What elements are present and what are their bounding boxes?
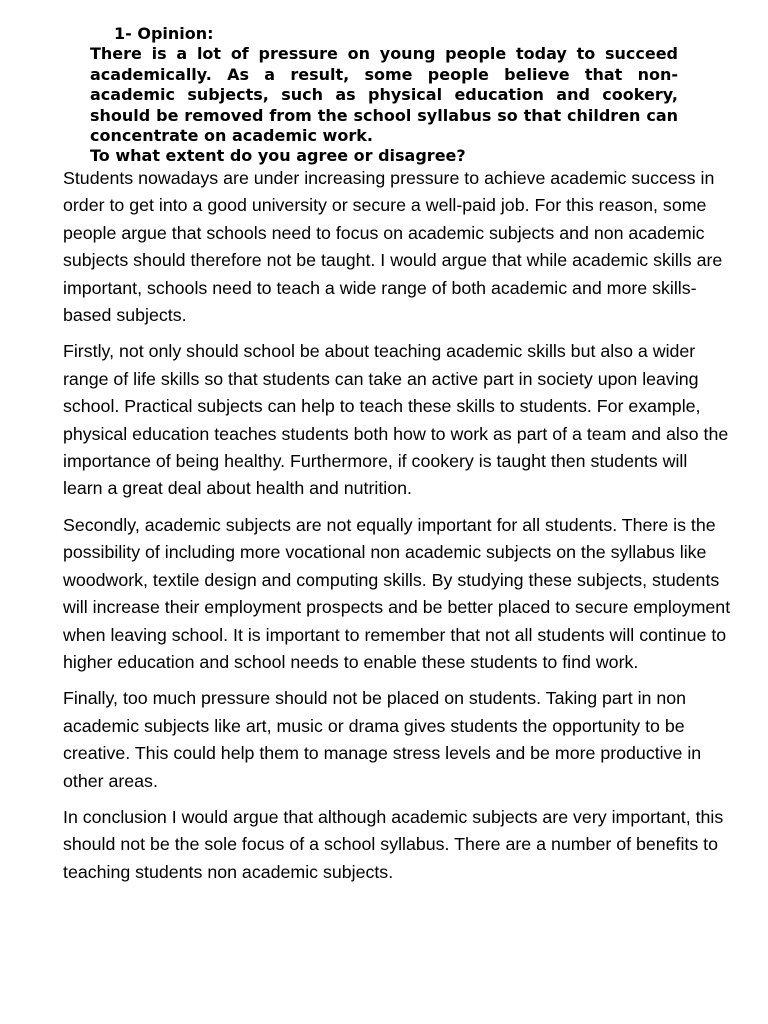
essay-body xyxy=(63,165,731,895)
essay-conclusion: In conclusion I would argue that although academic subjects are very important, this should not be the sole focus of a school syllabus. There are a number of benefits to teaching students non academic subjects. xyxy=(63,806,724,882)
prompt-question: To what extent do you agree or disagree? xyxy=(90,146,466,166)
essay-paragraph-firstly: Firstly, not only should school be about teaching academic skills but also a wider range of life skills so that students can take an active part in society upon leaving school. Practical subjects can help to teach these skills to students. For example, physical education teaches students both how to work as part of a team and also the importance of being healthy. Furthermore, if cookery is taught then students will learn a great deal about health and nutrition. xyxy=(63,341,729,499)
essay-paragraph-finally: Finally, too much pressure should not be placed on students. Taking part in non academic subjects like art, music or drama gives students the opportunity to be creative. This could help them to manage stress levels and be more productive in other areas. xyxy=(63,688,702,791)
essay-introduction: Students nowadays are under increasing pressure to achieve academic success in order to get into a good university or secure a well-paid job. For this reason, some people argue that schools need to focus on academic subjects and non academic subjects should therefore not be taught. I would argue that while academic skills are important, schools need to teach a wide range of both academic and more skills-based subjects. xyxy=(63,168,723,326)
prompt-task: There is a lot of pressure on young people today to succeed academically. As a result, some people believe that non-academic subjects, such as physical education and cookery, should be removed from the school syllabus so that children can concentrate on academic work. xyxy=(90,44,678,146)
essay-paragraph-secondly: Secondly, academic subjects are not equally important for all students. There is the possibility of including more vocational non academic subjects on the syllabus like woodwork, textile design and computing skills. By studying these subjects, students will increase their employment prospects and be better placed to secure employment when leaving school. It is important to remember that not all students will continue to higher education and school needs to enable these students to find work. xyxy=(63,514,731,672)
prompt-heading: 1- Opinion: xyxy=(114,24,214,43)
essay-prompt xyxy=(90,24,678,167)
